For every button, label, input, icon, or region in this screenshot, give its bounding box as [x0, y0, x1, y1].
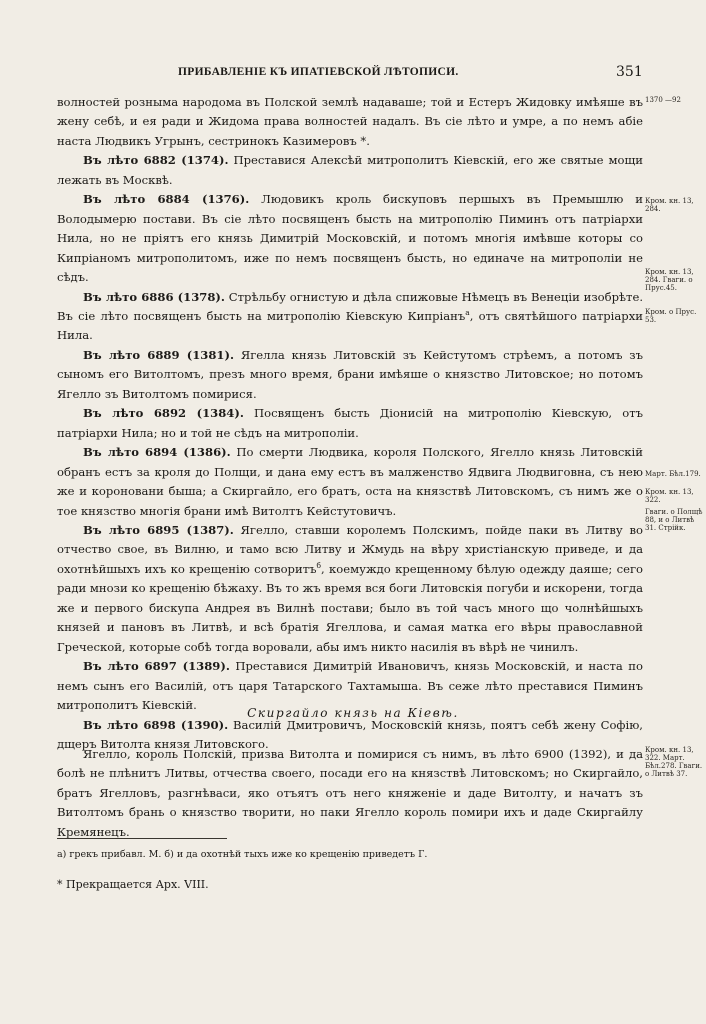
margin-note: Кром. кн. 13, 284. Гваги. о Прус.45. — [645, 268, 694, 292]
entry-year: Въ лѣто 6889 (1381). — [83, 347, 235, 362]
section-text — [57, 745, 643, 842]
entry-year: Въ лѣто 6884 (1376). — [83, 192, 250, 207]
margin-note: Гваги. о Полщѣ 88, и о Литвѣ 31. Стрійк. — [645, 508, 703, 532]
chronicle-paragraph — [57, 443, 643, 521]
entry-text: Преставися Алексѣй митрополитъ Кіевскій, его же святые мощи лежать въ Москвѣ. — [57, 153, 643, 187]
entry-text: Ягелла князь Литовскій зъ Кейстутомъ стрѣемъ, а потомъ зъ сыномъ его Витолтомъ, презъ много время, брани имѣяше о князство Литовское; но потомъ Ягелло зъ Витолтомъ помирися. — [57, 347, 643, 401]
footnote-marker: б — [316, 561, 322, 571]
entry-text: Посвященъ бысть Діонисій на митрополію Кіевскую, отъ патріархи Нила; но и той не сѣдъ на митрополіи. — [57, 406, 643, 440]
margin-note: Кром. кн. 13, 322. Март. Бѣл.278. Гваги. о Литвѣ 37. — [645, 746, 703, 778]
chronicle-paragraph — [57, 521, 643, 657]
entry-text: Василій Дмитровичъ, Московскій князь, поятъ себѣ жену Софію, дщеръ Витолта князя Литовского. — [57, 717, 643, 751]
entry-text: Стрѣльбу огнистую и дѣла спижовые Нѣмецъ въ Венеціи изобрѣте. Въ сіе лѣто посвященъ бысть на митрополію Кіевскую Кипріанъ — [57, 289, 643, 323]
margin-note: 1370 —92 — [645, 96, 681, 104]
entry-text: , коемуждо крещенному бѣлую одежду даяше; сего ради мнози ко крещенію бѣжаху. Въ то жъ время вся боги Литовскія погуби и искорени, тогда же и первого бискупа Андрея въ Вилнѣ постави; было въ той часъ много що чолнѣйшыхъ князей и пановъ въ Литвѣ, и всѣ братія Ягеллова, и самая матка его вѣры православной Греческой, которые собѣ тогда воровали, абы имъ никто насилія въ вѣрѣ не чинилъ. — [57, 561, 643, 654]
entry-year: Въ лѣто 6895 (1387). — [83, 522, 234, 537]
chronicle-paragraph — [57, 93, 643, 151]
chronicle-paragraph — [57, 190, 643, 287]
entry-text: Ягелло, ставши королемъ Полскимъ, пойде паки въ Литву во отчество свое, въ Вилню, и тамо всю Литву и Жмудь на вѣру христіанскую приведе, и да охотнѣйшыхъ ихъ ко крещенію сотворитъ — [57, 522, 643, 576]
margin-note: Март. Бѣл.179. — [645, 470, 701, 478]
chronicle-paragraph — [57, 404, 643, 443]
entry-year: Въ лѣто 6886 (1378). — [83, 289, 225, 304]
running-header — [0, 64, 706, 84]
margin-note: Кром. кн. 13, 284. — [645, 197, 694, 213]
chronicle-paragraph — [57, 151, 643, 190]
entry-text: , отъ святѣйшого патріархи Нила. — [57, 308, 643, 343]
section-heading: Скиргайло князь на Кіевѣ. — [247, 706, 459, 720]
main-text — [57, 93, 643, 754]
entry-text: Преставися Димитрій Ивановичъ, князь Московскій, и наста по немъ сынъ его Василій, отъ царя Татарского Тахтамыша. Въ сеже лѣто преставися Пиминъ митрополитъ Кіевскій. — [57, 659, 644, 713]
entry-year: Въ лѣто 6892 (1384). — [83, 406, 244, 421]
header-title: ПРИБАВЛЕНІЕ КЪ ИПАТІЕВСКОЙ ЛѢТОПИСИ. — [178, 66, 459, 78]
entry-year: Въ лѣто 6894 (1386). — [83, 445, 231, 460]
entry-year: Въ лѣто 6882 (1374). — [83, 153, 229, 168]
footnote-variants: а) грекъ прибавл. М. б) и да охотнѣй тыхъ иже ко крещенію приведетъ Г. — [57, 849, 428, 860]
section-paragraph: Ягелло, король Полскій, призва Витолта и помирися съ нимъ, въ лѣто 6900 (1392), и да болѣ не плѣнитъ Литвы, отчества своего, посади его на князствѣ Литовскомъ; но Скиргайло, братъ Ягелловъ, разгнѣваси, яко отъятъ отъ него княженіе и даде Витолту, и начатъ зъ Витолтомъ брань о князство творити, но паки Ягелло король помири ихъ и даде Скиргайлу Кремянецъ. — [57, 747, 643, 839]
chronicle-paragraph — [57, 288, 643, 346]
entry-text: По смерти Людвика, короля Полского, Ягелло князь Литовскій обранъ естъ за кроля до Полщи, и дана ему естъ въ малженство Ядвига Людвиговна, съ нею же и короновани быша; а Скиргайло, его братъ, оста на князствѣ Литовскомъ, съ нимъ же о тое князство многія брани имѣ Витолтъ Кейстутовичъ. — [57, 445, 643, 518]
entry-text: Людовикъ кроль бискуповъ першыхъ въ Премышлю и Володымерю постави. Въ сіе лѣто посвященъ бысть на митрополію Пиминъ отъ патріархи Нила, но не пріятъ его князь Димитрій Московскій, и потомъ многія имѣвше которы со Кипріаномъ митрополитомъ, иже по немъ посвященъ бысть, но единаче на митрополіи не сѣдъ. — [57, 192, 643, 285]
entry-year: Въ лѣто 6898 (1390). — [83, 717, 229, 732]
footnote-star: * Прекращается Арх. VIII. — [57, 878, 209, 891]
margin-note: Кром. о Прус. 53. — [645, 308, 697, 324]
margin-note: Кром. кн. 13, 322. — [645, 488, 694, 504]
chronicle-paragraph — [57, 346, 643, 404]
footnote-divider — [57, 838, 227, 839]
page-number: 351 — [616, 64, 643, 80]
footnote-marker: а — [465, 308, 470, 318]
entry-year: Въ лѣто 6897 (1389). — [83, 659, 230, 674]
entry-text: волностей розныма народома въ Полской землѣ надаваше; той и Естеръ Жидовку имѣяше въ жену себѣ, и ея ради и Жидома права волностей надалъ. Въ сіе лѣто и умре, а по немъ абіе наста Людвикъ Угрынъ, сестринокъ Казимеровъ *. — [57, 95, 643, 148]
